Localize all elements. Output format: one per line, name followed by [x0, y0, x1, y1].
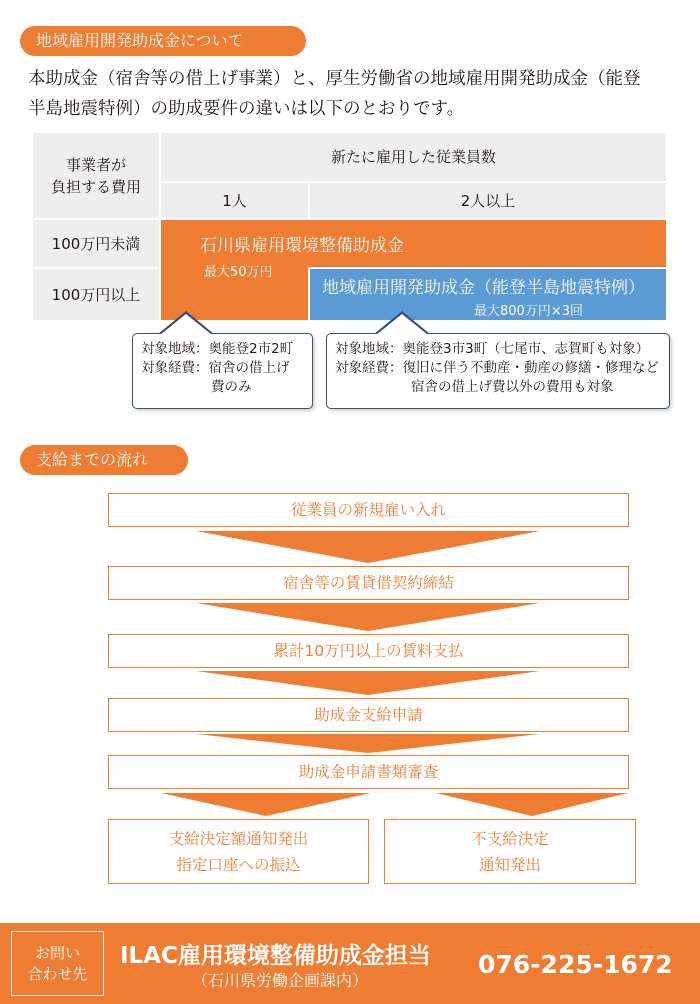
flow-step-lease: 宿舎等の賃貸借契約締結: [108, 566, 629, 600]
one-person-header: 1人: [161, 183, 308, 218]
phone-number[interactable]: 076-225-1672: [478, 950, 673, 979]
flow-arrow-approved: [161, 793, 371, 816]
section-title-flow: 支給までの流れ: [20, 445, 188, 475]
flow-step-hire: 従業員の新規雇い入れ: [108, 493, 629, 527]
contact-label-line-2: 合わせ先: [27, 964, 88, 983]
approved-line-2: 指定口座への振込: [176, 855, 301, 874]
ishikawa-cost-1: 対象経費：宿舎の借上げ: [141, 360, 290, 376]
flow-step-rent-payment: 累計10万円以上の賃料支払: [108, 634, 629, 668]
cost-header-line-1: 事業者が: [65, 155, 126, 174]
intro-line-2: 半島地震特例）の助成要件の違いは以下のとおりです。: [28, 99, 465, 119]
flow-arrow-2: [196, 603, 540, 631]
section-title-about: 地域雇用開発助成金について: [20, 26, 306, 56]
ishikawa-grant-title: 石川県雇用環境整備助成金: [200, 236, 404, 256]
intro-line-1: 本助成金（宿舎等の借上げ事業）と、厚生労働省の地域雇用開発助成金（能登: [28, 69, 641, 89]
intro-text: [28, 64, 688, 124]
flow-step-application: 助成金支給申請: [108, 698, 629, 732]
ishikawa-grant-max: 最大50万円: [204, 265, 273, 280]
row-under-1m: 100万円未満: [33, 220, 159, 267]
new-employees-header: 新たに雇用した従業員数: [161, 133, 666, 181]
ishikawa-area: 対象地域：奥能登2市2町: [141, 341, 294, 357]
ishikawa-cost-2: 費のみ: [211, 379, 252, 395]
regional-cost-2: 宿舎の借上げ費以外の費用も対象: [411, 379, 614, 395]
rejected-line-1: 不支給決定: [471, 829, 549, 848]
flow-step-review: 助成金申請書類審査: [108, 755, 629, 789]
flow-result-approved: [108, 819, 369, 884]
regional-area: 対象地域：奥能登3市3町（七尾市、志賀町も対象）: [335, 341, 650, 357]
flow-arrow-rejected: [436, 793, 628, 816]
cost-header: [33, 133, 159, 218]
regional-cost-1: 対象経費：復旧に伴う不動産・動産の修繕・修理など: [335, 360, 659, 376]
regional-callout: [326, 333, 670, 409]
regional-grant-max: 最大800万円×3回: [474, 304, 583, 319]
organization-name: ILAC雇用環境整備助成金担当: [120, 943, 431, 969]
approved-line-1: 支給決定額通知発出: [168, 829, 309, 848]
organization-department: （石川県労働企画課内）: [192, 971, 369, 990]
contact-label: [11, 931, 104, 996]
ishikawa-callout-pointer-fill: [160, 314, 212, 335]
cost-header-line-2: 負担する費用: [50, 177, 141, 196]
regional-grant-title: 地域雇用開発助成金（能登半島地震特例）: [322, 278, 645, 298]
row-over-1m: 100万円以上: [33, 269, 159, 320]
rejected-line-2: 通知発出: [478, 855, 541, 874]
flow-arrow-4: [196, 734, 540, 753]
ishikawa-callout: [132, 333, 313, 409]
flow-arrow-3: [196, 671, 540, 695]
two-plus-header: 2人以上: [310, 183, 666, 218]
contact-label-line-1: お問い: [34, 943, 80, 962]
regional-callout-pointer-fill: [376, 314, 428, 335]
flow-result-rejected: [384, 819, 636, 884]
flow-arrow-1: [196, 531, 540, 563]
